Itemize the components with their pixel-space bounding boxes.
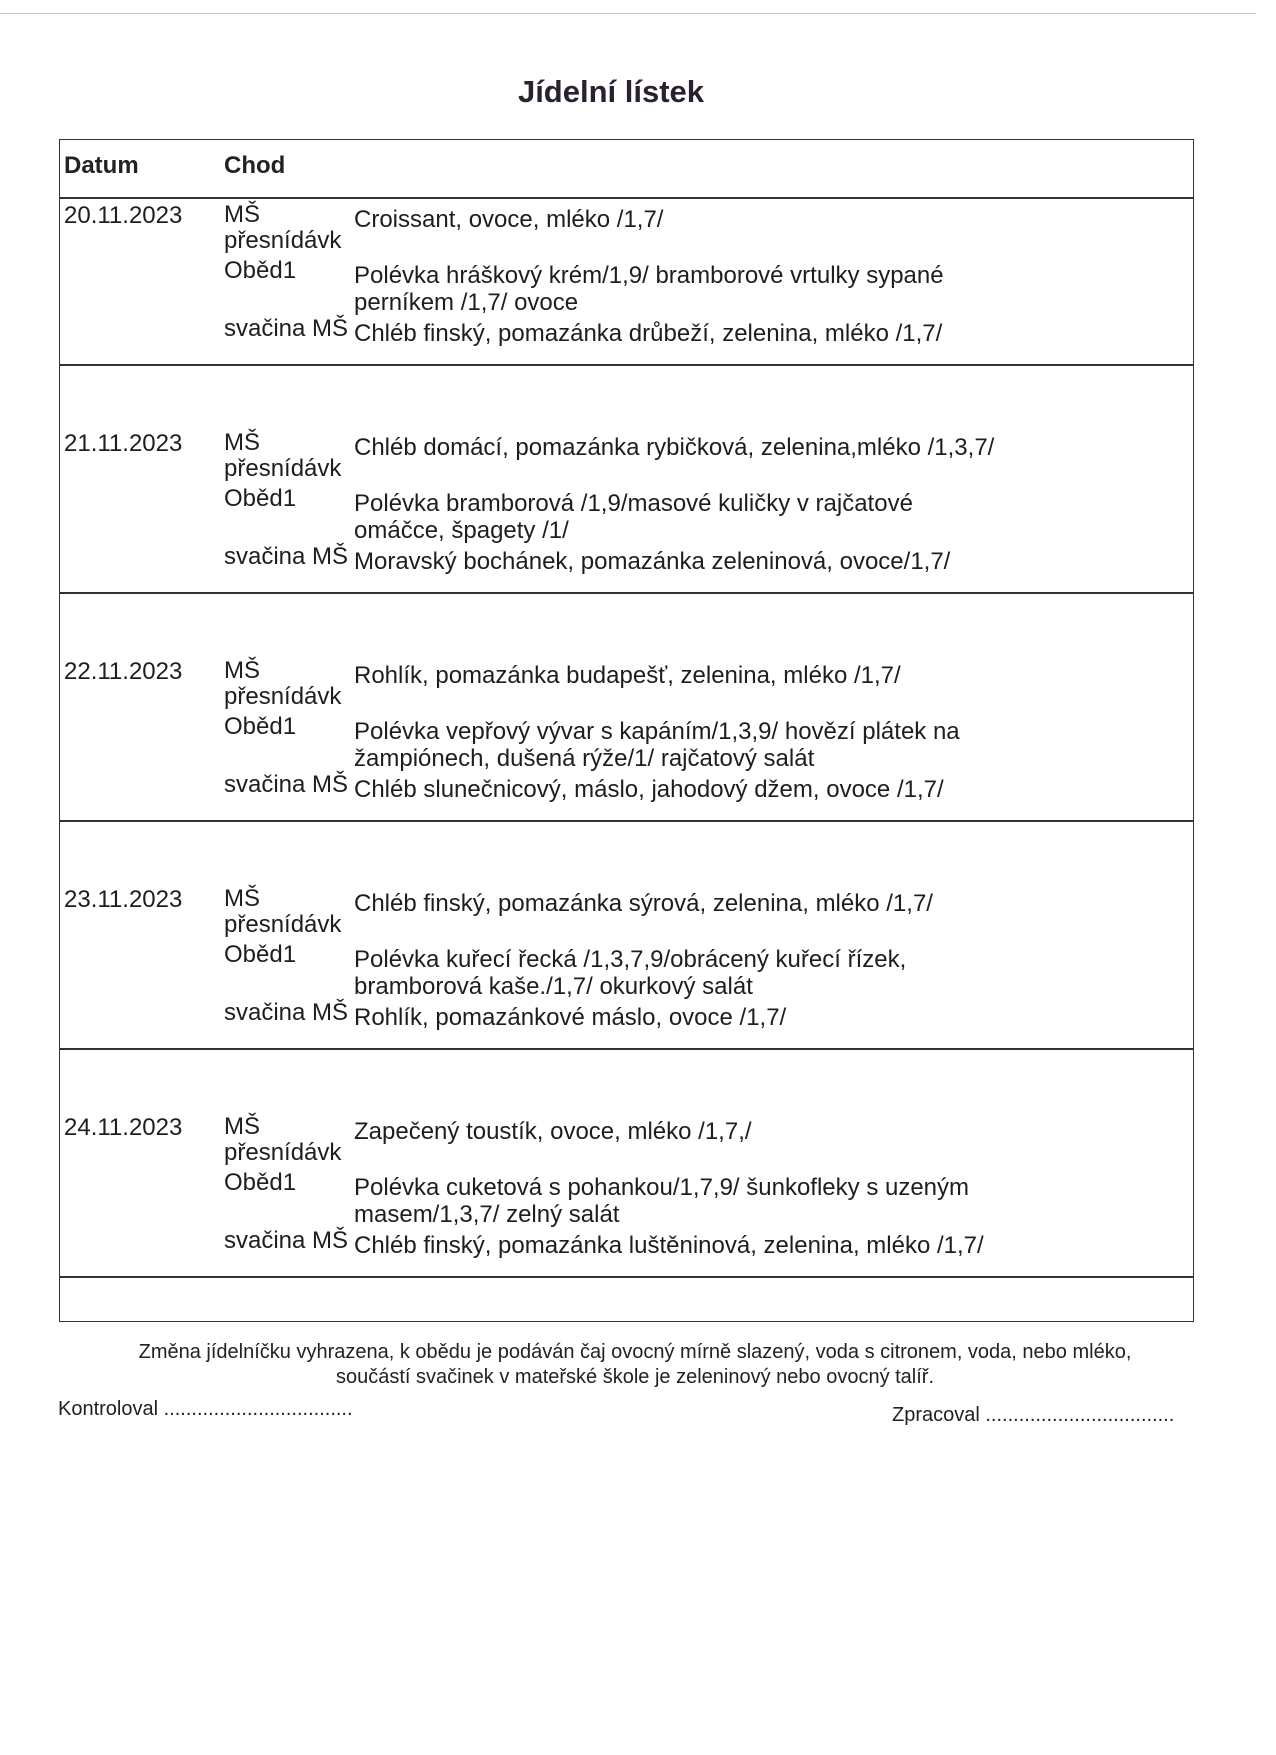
header-date: Datum (64, 152, 139, 179)
header-divider (60, 197, 1193, 199)
course-label: svačina MŠ (224, 771, 349, 798)
prepared-by-signature: Zpracoval .................................. (892, 1404, 1175, 1426)
dish-text: Zapečený toustík, ovoce, mléko /1,7,/ (354, 1118, 752, 1145)
top-rule (0, 13, 1256, 14)
course-label: svačina MŠ (224, 543, 349, 570)
day-divider (60, 592, 1193, 594)
dish-text: omáčce, špagety /1/ (354, 517, 569, 544)
header-course: Chod (224, 152, 286, 179)
menu-table (59, 139, 1194, 1322)
day-date: 21.11.2023 (64, 430, 183, 457)
day-date: 24.11.2023 (64, 1114, 183, 1141)
course-label: Oběd1 (224, 1169, 297, 1196)
dish-text: Chléb finský, pomazánka sýrová, zelenina, mléko /1,7/ (354, 890, 933, 917)
dish-text: Moravský bochánek, pomazánka zeleninová, ovoce/1,7/ (354, 548, 951, 575)
dish-text: Croissant, ovoce, mléko /1,7/ (354, 206, 664, 233)
course-label: MŠ přesnídávk (224, 885, 342, 938)
dish-text: Chléb finský, pomazánka luštěninová, zelenina, mléko /1,7/ (354, 1232, 984, 1259)
dish-text: Polévka cuketová s pohankou/1,7,9/ šunkofleky s uzeným (354, 1174, 970, 1201)
course-label: Oběd1 (224, 941, 297, 968)
day-divider (60, 820, 1193, 822)
day-divider (60, 1276, 1193, 1278)
day-date: 22.11.2023 (64, 658, 183, 685)
dish-text: masem/1,3,7/ zelný salát (354, 1201, 620, 1228)
course-label: MŠ přesnídávk (224, 429, 342, 482)
dish-text: Rohlík, pomazánkové máslo, ovoce /1,7/ (354, 1004, 787, 1031)
dish-text: bramborová kaše./1,7/ okurkový salát (354, 973, 753, 1000)
day-date: 20.11.2023 (64, 202, 183, 229)
page-title: Jídelní lístek (517, 74, 705, 109)
dish-text: Chléb finský, pomazánka drůbeží, zelenina, mléko /1,7/ (354, 320, 943, 347)
course-label: svačina MŠ (224, 1227, 349, 1254)
dish-text: žampiónech, dušená rýže/1/ rajčatový salát (354, 745, 815, 772)
footer-note (70, 1340, 1200, 1390)
dish-text: perníkem /1,7/ ovoce (354, 289, 579, 316)
course-label: MŠ přesnídávk (224, 201, 342, 254)
checked-by-signature: Kontroloval .................................. (58, 1398, 353, 1420)
dish-text: Polévka vepřový vývar s kapáním/1,3,9/ hovězí plátek na (354, 718, 960, 745)
course-label: Oběd1 (224, 257, 297, 284)
dish-text: Chléb slunečnicový, máslo, jahodový džem, ovoce /1,7/ (354, 776, 944, 803)
course-label: svačina MŠ (224, 999, 349, 1026)
dish-text: Chléb domácí, pomazánka rybičková, zelenina,mléko /1,3,7/ (354, 434, 995, 461)
course-label: Oběd1 (224, 713, 297, 740)
course-label: svačina MŠ (224, 315, 349, 342)
dish-text: Polévka kuřecí řecká /1,3,7,9/obrácený kuřecí řízek, (354, 946, 907, 973)
dish-text: Polévka bramborová /1,9/masové kuličky v rajčatové (354, 490, 913, 517)
day-date: 23.11.2023 (64, 886, 183, 913)
day-divider (60, 1048, 1193, 1050)
day-divider (60, 364, 1193, 366)
course-label: MŠ přesnídávk (224, 1113, 342, 1166)
dish-text: Rohlík, pomazánka budapešť, zelenina, mléko /1,7/ (354, 662, 901, 689)
footer-note-line: součástí svačinek v mateřské škole je zeleninový nebo ovocný talíř. (335, 1366, 935, 1388)
course-label: Oběd1 (224, 485, 297, 512)
dish-text: Polévka hráškový krém/1,9/ bramborové vrtulky sypané (354, 262, 944, 289)
course-label: MŠ přesnídávk (224, 657, 342, 710)
footer-note-line: Změna jídelníčku vyhrazena, k obědu je podáván čaj ovocný mírně slazený, voda s citronem, voda, nebo mléko, (138, 1341, 1132, 1363)
